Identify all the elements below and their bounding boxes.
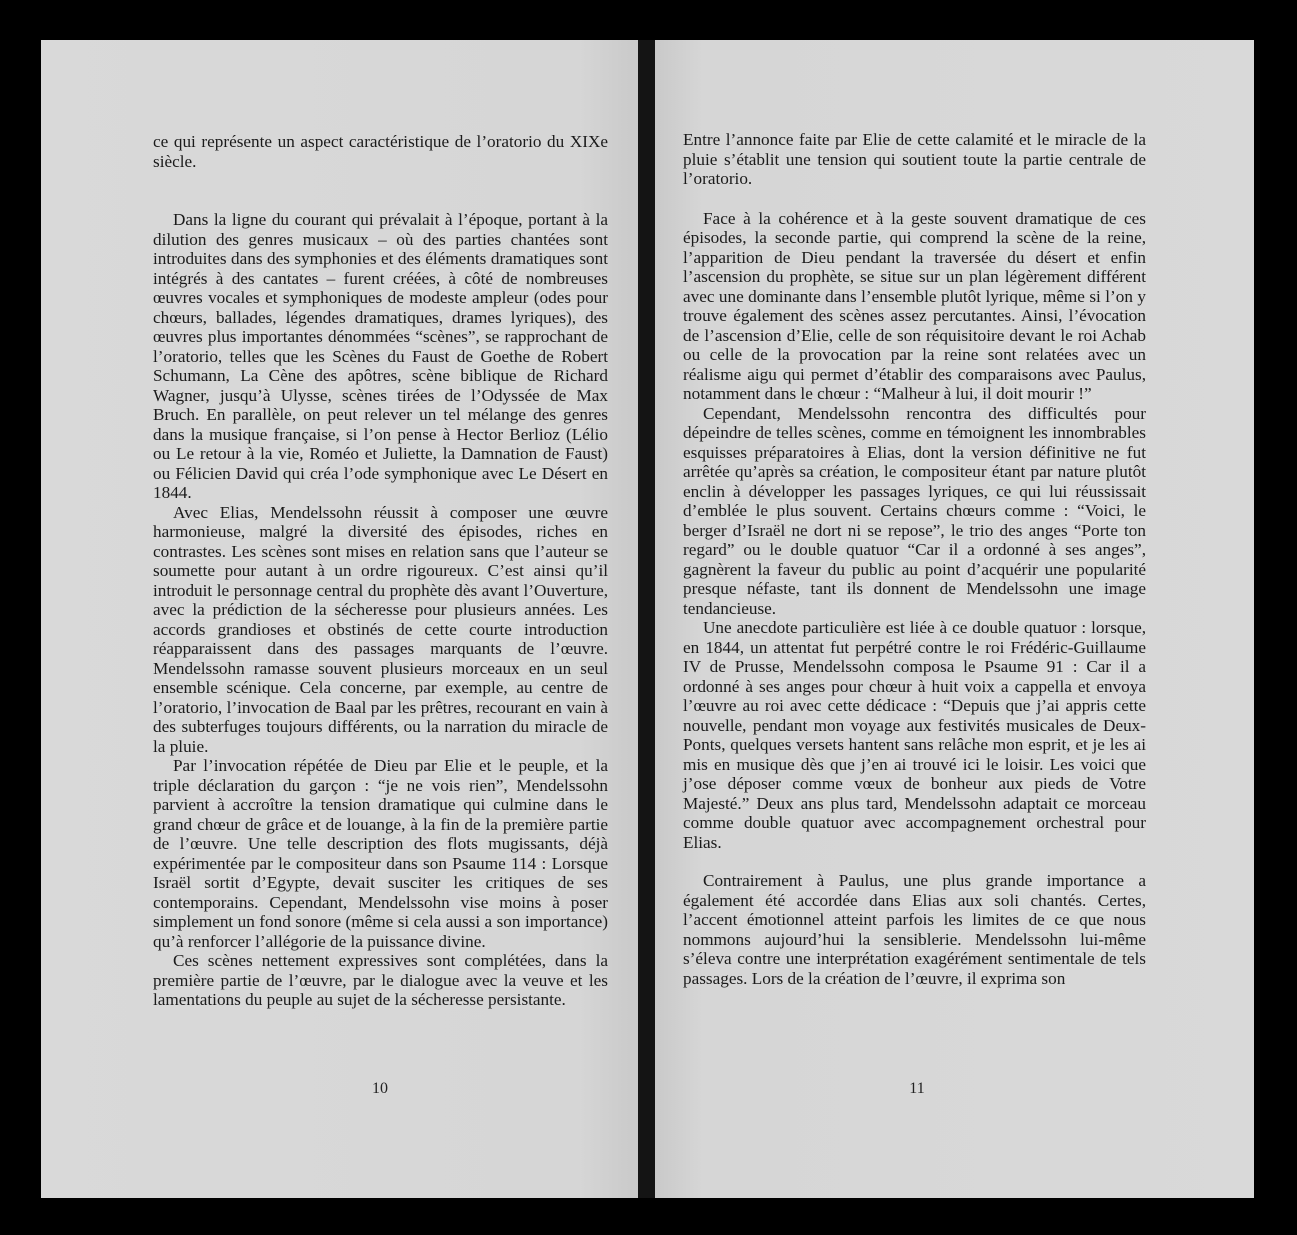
paragraph: Ces scènes nettement expressives sont complétées, dans la première partie de l’œuvre, par le dialogue avec la veuve et les lamentations du peuple au sujet de la sécheresse persistante.	[153, 951, 608, 1009]
left-page-text	[153, 132, 608, 1010]
paragraph: ce qui représente un aspect caractéristique de l’oratorio du XIXe siècle.	[153, 132, 608, 171]
paragraph: Par l’invocation répétée de Dieu par Elie et le peuple, et la triple déclaration du garçon : “je ne vois rien”, Mendelssohn parvient à accroître la tension dramatique qui culmine dans le grand chœur de grâce et de louange, à la fin de la première partie de l’œuvre. Une telle description des flots mugissants, déjà expérimentée par le compositeur dans son Psaume 114 : Lorsque Israël sortit d’Egypte, devait susciter les critiques de ses contemporains. Cependant, Mendelssohn vise moins à poser simplement un fond sonore (même si cela aussi a son importance) qu’à renforcer l’allégorie de la puissance divine.	[153, 756, 608, 951]
paragraph: Dans la ligne du courant qui prévalait à l’époque, portant à la dilution des genres musicaux – où des parties chantées sont introduites dans des symphonies et des éléments dramatiques sont intégrés à des cantates – furent créées, à côté de nombreuses œuvres vocales et symphoniques de modeste ampleur (odes pour chœurs, ballades, légendes dramatiques, drames lyriques), des œuvres plus importantes dénommées “scènes”, se rapprochant de l’oratorio, telles que les Scènes du Faust de Goethe de Robert Schumann, La Cène des apôtres, scène biblique de Richard Wagner, jusqu’à Ulysse, scènes tirées de l’Odyssée de Max Bruch. En parallèle, on peut relever un tel mélange des genres dans la musique française, si l’on pense à Hector Berlioz (Lélio ou Le retour à la vie, Roméo et Juliette, la Damnation de Faust) ou Félicien David qui créa l’ode symphonique avec Le Désert en 1844.	[153, 210, 608, 502]
paragraph: Entre l’annonce faite par Elie de cette calamité et le miracle de la pluie s’établit une tension qui soutient toute la partie centrale de l’oratorio.	[683, 130, 1146, 188]
right-page	[655, 40, 1254, 1198]
paragraph: Cependant, Mendelssohn rencontra des difficultés pour dépeindre de telles scènes, comme en témoignent les innombrables esquisses préparatoires à Elias, dont la version définitive ne fut arrêtée qu’après sa création, le compositeur étant par nature plutôt enclin à développer les passages lyriques, ce qui lui réussissait d’emblée le plus souvent. Certains chœurs comme : “Voici, le berger d’Israël ne dort ni se repose”, le trio des anges “Porte ton regard” ou le double quatuor “Car il a ordonné à ses anges”, gagnèrent la faveur du public au point d’acquérir une popularité presque néfaste, tant ils donnent de Mendelssohn une image tendancieuse.	[683, 403, 1146, 618]
paragraph: Avec Elias, Mendelssohn réussit à composer une œuvre harmonieuse, malgré la diversité des épisodes, riches en contrastes. Les scènes sont mises en relation sans que l’auteur se soumette pour autant à un ordre rigoureux. C’est ainsi qu’il introduit le personnage central du prophète dès avant l’Ouverture, avec la prédiction de la sécheresse pour plusieurs années. Les accords grandioses et obstinés de cette courte introduction réapparaissent dans des passages marquants de l’œuvre. Mendelssohn ramasse souvent plusieurs morceaux en un seul ensemble scénique. Cela concerne, par exemple, au centre de l’oratorio, l’invocation de Baal par les prêtres, recourant en vain à des subterfuges toujours différents, ou la narration du miracle de la pluie.	[153, 502, 608, 756]
right-page-text	[683, 130, 1146, 988]
paragraph: Contrairement à Paulus, une plus grande importance a également été accordée dans Elias aux soli chantés. Certes, l’accent émotionnel atteint parfois les limites de ce que nous nommons aujourd’hui la sensiblerie. Mendelssohn lui-même s’éleva contre une interprétation exagérément sentimentale de tels passages. Lors de la création de l’œuvre, il exprima son	[683, 871, 1146, 988]
left-page	[41, 40, 638, 1198]
paragraph: Face à la cohérence et à la geste souvent dramatique de ces épisodes, la seconde partie, qui comprend la scène de la reine, l’apparition de Dieu pendant la traversée du désert et enfin l’ascension du prophète, se situe sur un plan légèrement différent avec une dominante dans l’ensemble plutôt lyrique, même si l’on y trouve également des scènes assez percutantes. Ainsi, l’évocation de l’ascension d’Elie, celle de son réquisitoire devant le roi Achab ou celle de la provocation par la reine sont relatées avec un réalisme aigu qui permet d’établir des comparaisons avec Paulus, notamment dans le chœur : “Malheur à lui, il doit mourir !”	[683, 208, 1146, 403]
page-number: 10	[372, 1080, 388, 1097]
book-gutter	[638, 40, 655, 1198]
page-number: 11	[909, 1080, 925, 1097]
paragraph: Une anecdote particulière est liée à ce double quatuor : lorsque, en 1844, un attentat fut perpétré contre le roi Frédéric-Guillaume IV de Prusse, Mendelssohn composa le Psaume 91 : Car il a ordonné à ses anges pour chœur à huit voix a cappella et envoya l’œuvre au roi avec cette dédicace : “Depuis que j’ai appris cette nouvelle, pendant mon voyage aux festivités musicales de Deux-Ponts, quelques versets hantent sans relâche mon esprit, et je les ai mis en musique dès que j’en ai trouvé ici le loisir. Les voici que j’ose déposer comme vœux de bonheur aux pieds de Votre Majesté.” Deux ans plus tard, Mendelssohn adaptait ce morceau comme double quatuor avec accompagnement orchestral pour Elias.	[683, 618, 1146, 852]
